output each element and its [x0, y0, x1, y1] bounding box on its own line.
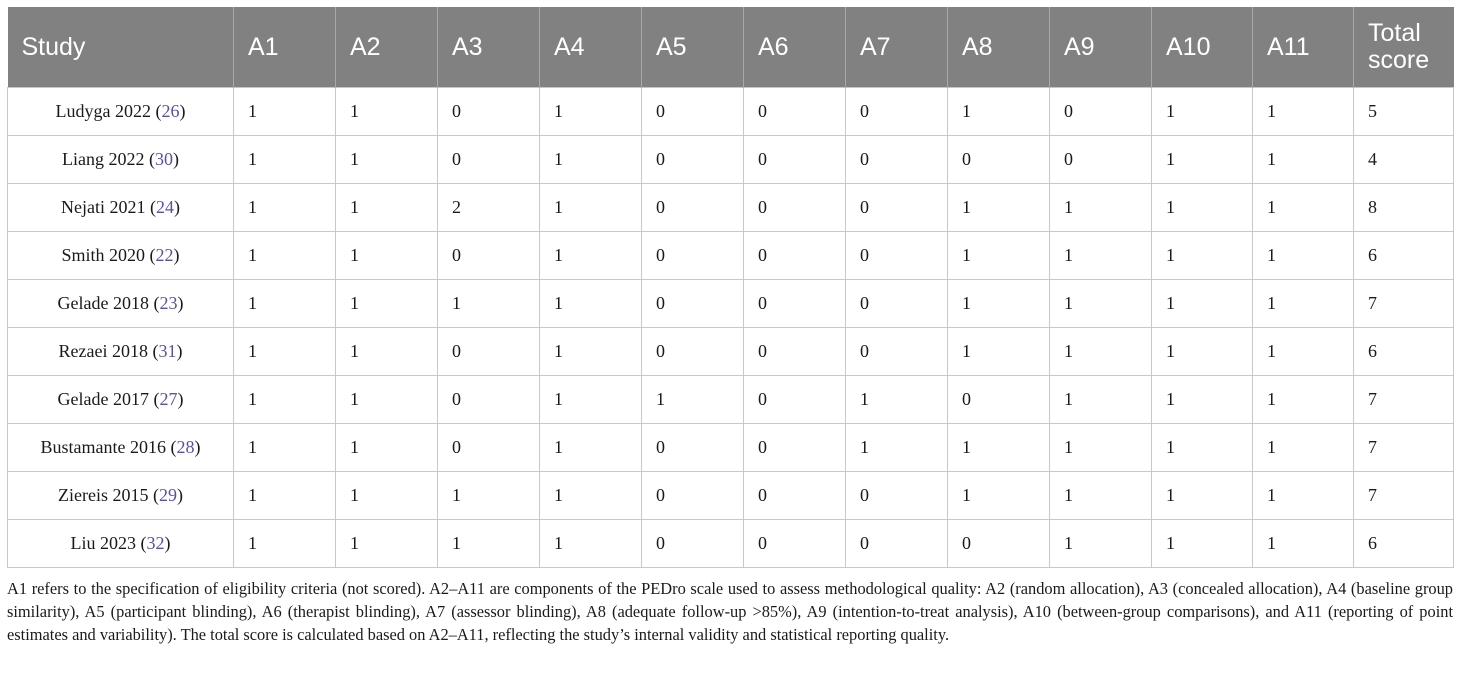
score-cell-a8: 1: [948, 280, 1050, 328]
score-cell-a3: 1: [438, 280, 540, 328]
score-cell-a7: 0: [846, 328, 948, 376]
column-header-a7: A7: [846, 7, 948, 88]
score-cell-a7: 0: [846, 520, 948, 568]
score-cell-a11: 1: [1253, 376, 1354, 424]
column-header-a8: A8: [948, 7, 1050, 88]
column-header-a9: A9: [1050, 7, 1152, 88]
reference-open-paren: (: [136, 533, 147, 553]
score-cell-a2: 1: [336, 136, 438, 184]
reference-link[interactable]: 29: [158, 485, 177, 505]
reference-link[interactable]: 30: [155, 149, 173, 169]
score-cell-total-score: 7: [1354, 280, 1454, 328]
score-cell-a11: 1: [1253, 520, 1354, 568]
score-cell-a11: 1: [1253, 424, 1354, 472]
reference-close-paren: ): [173, 149, 179, 169]
score-cell-a6: 0: [744, 472, 846, 520]
column-header-a5: A5: [642, 7, 744, 88]
score-cell-total-score: 7: [1354, 424, 1454, 472]
score-cell-a5: 1: [642, 376, 744, 424]
table-row: [8, 184, 1454, 232]
study-cell: [8, 280, 234, 328]
study-cell: [8, 88, 234, 136]
reference-open-paren: (: [150, 101, 162, 121]
reference-open-paren: (: [165, 437, 177, 457]
column-header-a10: A10: [1152, 7, 1253, 88]
score-cell-a6: 0: [744, 424, 846, 472]
reference-open-paren: (: [148, 389, 160, 409]
reference-link[interactable]: 23: [159, 293, 178, 313]
study-name: Rezaei 2018: [58, 341, 148, 361]
column-header-study: Study: [8, 7, 234, 88]
score-cell-a4: 1: [540, 88, 642, 136]
score-cell-a4: 1: [540, 136, 642, 184]
score-cell-a8: 0: [948, 376, 1050, 424]
score-cell-a3: 0: [438, 328, 540, 376]
table-row: [8, 472, 1454, 520]
score-cell-a9: 1: [1050, 184, 1152, 232]
score-cell-a8: 1: [948, 232, 1050, 280]
score-cell-a3: 2: [438, 184, 540, 232]
score-cell-a11: 1: [1253, 328, 1354, 376]
score-cell-a10: 1: [1152, 280, 1253, 328]
score-cell-a9: 1: [1050, 472, 1152, 520]
study-name: Smith 2020: [61, 245, 145, 265]
score-cell-a1: 1: [234, 424, 336, 472]
study-name: Bustamante 2016: [40, 437, 166, 457]
reference-close-paren: ): [164, 533, 171, 553]
score-cell-a11: 1: [1253, 88, 1354, 136]
score-cell-a4: 1: [540, 328, 642, 376]
score-cell-a1: 1: [234, 88, 336, 136]
score-cell-a10: 1: [1152, 424, 1253, 472]
score-cell-a7: 0: [846, 88, 948, 136]
score-cell-a6: 0: [744, 328, 846, 376]
score-cell-a2: 1: [336, 376, 438, 424]
table-footnote: A1 refers to the specification of eligibility criteria (not scored). A2–A11 are components of the PEDro scale used to assess methodological quality: A2 (random allocation), A3 (concealed allocation), A4 (baseline group similarity), A5 (participant blinding), A6 (therapist blinding), A7 (assessor blinding), A8 (adequate follow-up >85%), A9 (intention-to-treat analysis), A10 (between-group comparisons), and A11 (reporting of point estimates and variability). The total score is calculated based on A2–A11, reflecting the study’s internal validity and statistical reporting quality.: [7, 579, 1453, 644]
score-cell-a3: 0: [438, 376, 540, 424]
reference-close-paren: ): [176, 341, 183, 361]
score-cell-a7: 0: [846, 280, 948, 328]
score-cell-a8: 1: [948, 472, 1050, 520]
table-row: [8, 280, 1454, 328]
score-cell-a5: 0: [642, 472, 744, 520]
score-cell-a11: 1: [1253, 184, 1354, 232]
reference-close-paren: ): [177, 389, 184, 409]
reference-close-paren: ): [177, 293, 184, 313]
study-name: Gelade 2017: [57, 389, 149, 409]
reference-open-paren: (: [145, 197, 156, 217]
score-cell-a6: 0: [744, 184, 846, 232]
score-cell-a9: 1: [1050, 376, 1152, 424]
header-row: [8, 7, 1454, 88]
score-cell-a3: 1: [438, 520, 540, 568]
reference-open-paren: (: [147, 341, 159, 361]
score-cell-a10: 1: [1152, 376, 1253, 424]
table-header: [8, 7, 1454, 88]
score-cell-a7: 0: [846, 472, 948, 520]
score-cell-a1: 1: [234, 184, 336, 232]
score-cell-a1: 1: [234, 280, 336, 328]
score-cell-a8: 1: [948, 424, 1050, 472]
score-cell-a5: 0: [642, 88, 744, 136]
score-cell-a4: 1: [540, 232, 642, 280]
table-row: [8, 232, 1454, 280]
score-cell-a5: 0: [642, 280, 744, 328]
study-name: Nejati 2021: [61, 197, 146, 217]
reference-open-paren: (: [148, 485, 159, 505]
score-cell-a5: 0: [642, 520, 744, 568]
reference-close-paren: ): [173, 197, 180, 217]
score-cell-a6: 0: [744, 376, 846, 424]
table-row: [8, 376, 1454, 424]
score-cell-a10: 1: [1152, 136, 1253, 184]
score-cell-a9: 1: [1050, 328, 1152, 376]
score-cell-a5: 0: [642, 424, 744, 472]
table-row: [8, 424, 1454, 472]
score-cell-a8: 1: [948, 184, 1050, 232]
reference-close-paren: ): [179, 101, 186, 121]
pedro-quality-table: [7, 7, 1453, 568]
score-cell-a1: 1: [234, 328, 336, 376]
score-cell-a2: 1: [336, 184, 438, 232]
score-cell-a11: 1: [1253, 232, 1354, 280]
quality-table: [7, 7, 1454, 568]
score-cell-a10: 1: [1152, 472, 1253, 520]
score-cell-a1: 1: [234, 136, 336, 184]
score-cell-a3: 0: [438, 232, 540, 280]
reference-link[interactable]: 28: [176, 437, 195, 457]
score-cell-total-score: 6: [1354, 328, 1454, 376]
score-cell-a3: 0: [438, 424, 540, 472]
score-cell-a9: 1: [1050, 232, 1152, 280]
study-cell: [8, 184, 234, 232]
column-header-a4: A4: [540, 7, 642, 88]
score-cell-a11: 1: [1253, 136, 1354, 184]
score-cell-a8: 1: [948, 328, 1050, 376]
score-cell-a11: 1: [1253, 472, 1354, 520]
score-cell-a2: 1: [336, 424, 438, 472]
study-name: Liu 2023: [70, 533, 136, 553]
score-cell-a7: 0: [846, 136, 948, 184]
study-cell: [8, 472, 234, 520]
study-name: Gelade 2018: [57, 293, 149, 313]
score-cell-a7: 0: [846, 232, 948, 280]
score-cell-a11: 1: [1253, 280, 1354, 328]
column-header-a1: A1: [234, 7, 336, 88]
reference-close-paren: ): [176, 485, 183, 505]
score-cell-a1: 1: [234, 520, 336, 568]
study-name: Ziereis 2015: [58, 485, 149, 505]
study-cell: [8, 136, 234, 184]
score-cell-a4: 1: [540, 280, 642, 328]
score-cell-a5: 0: [642, 232, 744, 280]
score-cell-a10: 1: [1152, 184, 1253, 232]
score-cell-a6: 0: [744, 136, 846, 184]
table-row: [8, 88, 1454, 136]
score-cell-a9: 0: [1050, 88, 1152, 136]
reference-link[interactable]: 22: [155, 245, 174, 265]
score-cell-a3: 1: [438, 472, 540, 520]
score-cell-a2: 1: [336, 520, 438, 568]
table-row: [8, 520, 1454, 568]
score-cell-a10: 1: [1152, 232, 1253, 280]
score-cell-a2: 1: [336, 280, 438, 328]
score-cell-a3: 0: [438, 136, 540, 184]
reference-link[interactable]: 26: [161, 101, 180, 121]
score-cell-a9: 1: [1050, 424, 1152, 472]
score-cell-a7: 1: [846, 376, 948, 424]
score-cell-total-score: 7: [1354, 376, 1454, 424]
score-cell-a2: 1: [336, 328, 438, 376]
score-cell-a4: 1: [540, 184, 642, 232]
score-cell-total-score: 5: [1354, 88, 1454, 136]
study-cell: [8, 424, 234, 472]
score-cell-a9: 1: [1050, 520, 1152, 568]
score-cell-a6: 0: [744, 520, 846, 568]
score-cell-a4: 1: [540, 520, 642, 568]
score-cell-a6: 0: [744, 280, 846, 328]
reference-link[interactable]: 31: [158, 341, 177, 361]
score-cell-a1: 1: [234, 376, 336, 424]
score-cell-a8: 0: [948, 520, 1050, 568]
score-cell-a3: 0: [438, 88, 540, 136]
column-header-a2: A2: [336, 7, 438, 88]
score-cell-a4: 1: [540, 472, 642, 520]
score-cell-a2: 1: [336, 472, 438, 520]
table-body: [8, 88, 1454, 568]
reference-close-paren: ): [194, 437, 201, 457]
score-cell-a8: 1: [948, 88, 1050, 136]
study-cell: [8, 328, 234, 376]
study-name: Ludyga 2022: [55, 101, 151, 121]
score-cell-a7: 1: [846, 424, 948, 472]
score-cell-a1: 1: [234, 472, 336, 520]
score-cell-a2: 1: [336, 232, 438, 280]
score-cell-a7: 0: [846, 184, 948, 232]
study-cell: [8, 376, 234, 424]
score-cell-a10: 1: [1152, 328, 1253, 376]
study-name: Liang 2022: [62, 149, 145, 169]
reference-open-paren: (: [145, 245, 156, 265]
column-header-a11: A11: [1253, 7, 1354, 88]
score-cell-a9: 0: [1050, 136, 1152, 184]
table-row: [8, 328, 1454, 376]
score-cell-a5: 0: [642, 184, 744, 232]
column-header-a3: A3: [438, 7, 540, 88]
score-cell-a4: 1: [540, 376, 642, 424]
reference-link[interactable]: 27: [159, 389, 178, 409]
score-cell-total-score: 4: [1354, 136, 1454, 184]
reference-open-paren: (: [148, 293, 160, 313]
score-cell-a6: 0: [744, 232, 846, 280]
score-cell-a5: 0: [642, 328, 744, 376]
reference-link[interactable]: 32: [146, 533, 165, 553]
score-cell-total-score: 7: [1354, 472, 1454, 520]
column-header-total-score: Total score: [1354, 7, 1454, 88]
score-cell-total-score: 8: [1354, 184, 1454, 232]
score-cell-a10: 1: [1152, 520, 1253, 568]
study-cell: [8, 520, 234, 568]
score-cell-a9: 1: [1050, 280, 1152, 328]
score-cell-a8: 0: [948, 136, 1050, 184]
table-row: [8, 136, 1454, 184]
score-cell-total-score: 6: [1354, 520, 1454, 568]
study-cell: [8, 232, 234, 280]
reference-link[interactable]: 24: [155, 197, 174, 217]
score-cell-a5: 0: [642, 136, 744, 184]
score-cell-a10: 1: [1152, 88, 1253, 136]
column-header-a6: A6: [744, 7, 846, 88]
score-cell-a1: 1: [234, 232, 336, 280]
reference-close-paren: ): [173, 245, 180, 265]
score-cell-a6: 0: [744, 88, 846, 136]
score-cell-a4: 1: [540, 424, 642, 472]
reference-open-paren: (: [144, 149, 155, 169]
score-cell-a2: 1: [336, 88, 438, 136]
score-cell-total-score: 6: [1354, 232, 1454, 280]
